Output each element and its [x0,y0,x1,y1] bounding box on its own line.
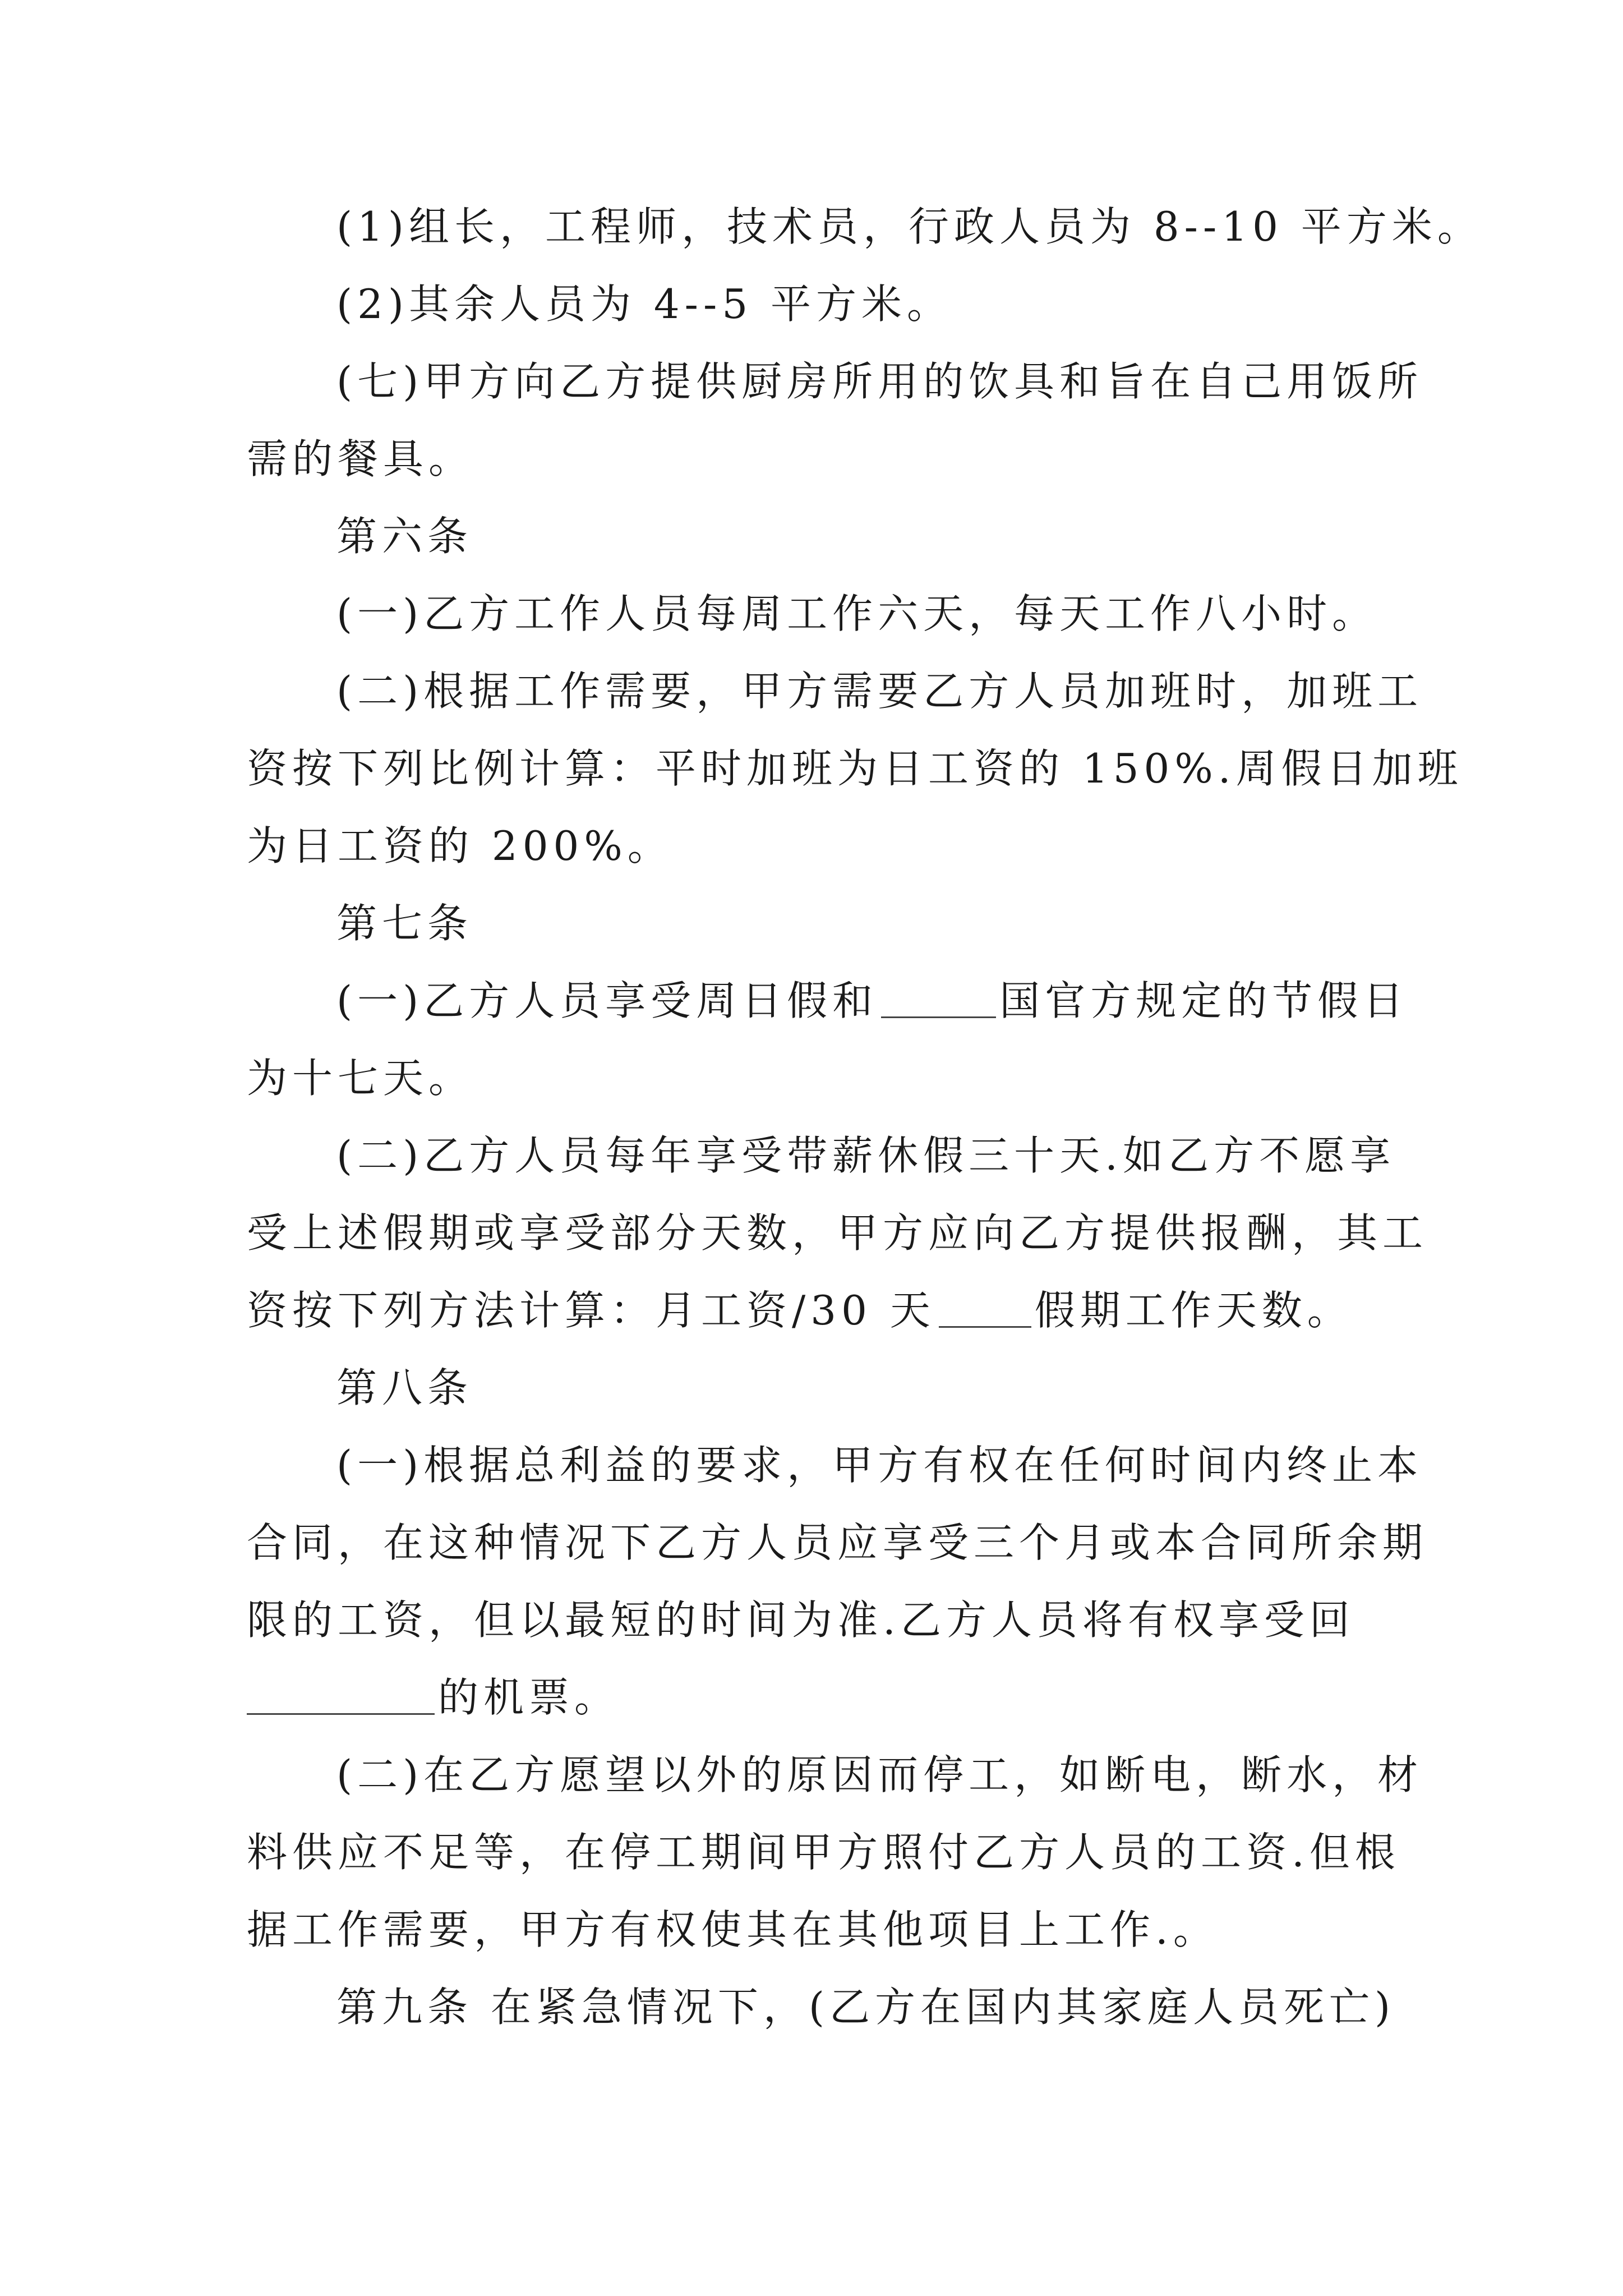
clause-line: (一)根据总利益的要求，甲方有权在任何时间内终止本 [336,1442,1423,1489]
clause-line: 料供应不足等，在停工期间甲方照付乙方人员的工资.但根 [247,1829,1400,1876]
clause-line: (2)其余人员为 4--5 平方米。 [336,280,953,328]
clause-line: 为十七天。 [247,1055,474,1102]
clause-text: 资按下列方法计算：月工资/30 天 [247,1287,935,1334]
clause-line: 受上述假期或享受部分天数，甲方应向乙方提供报酬，其工 [247,1209,1428,1257]
blank-fill-line [939,1325,1031,1328]
article-heading: 第六条 [336,513,473,560]
document-body [247,188,1483,2046]
article-heading: 第九条 在紧急情况下，(乙方在国内其家庭人员死亡) [336,1984,1396,2031]
article-heading: 第七条 [336,900,473,947]
clause-text: 国官方规定的节假日 [999,977,1409,1024]
article-heading: 第八条 [336,1364,473,1411]
clause-line [247,1659,1396,1736]
clause-line: 合同，在这种情况下乙方人员应享受三个月或本合同所余期 [247,1519,1428,1566]
clause-line: 需的餐具。 [247,435,474,482]
clause-line [247,1272,1396,1349]
clause-line: (二)根据工作需要，甲方需要乙方人员加班时，加班工 [336,668,1423,715]
clause-text: (一)乙方人员享受周日假和 [336,977,878,1024]
clause-line: 为日工资的 200%。 [247,822,673,869]
clause-line: 据工作需要，甲方有权使其在其他项目上工作.。 [247,1906,1219,1953]
clause-line [247,962,1409,1039]
clause-line: (一)乙方工作人员每周工作六天，每天工作八小时。 [336,590,1378,637]
clause-line: 限的工资，但以最短的时间为准.乙方人员将有权享受回 [247,1596,1355,1644]
clause-line: 资按下列比例计算：平时加班为日工资的 150%.周假日加班 [247,745,1463,792]
clause-text: 的机票。 [438,1674,620,1721]
blank-fill-line [881,1015,996,1018]
clause-line: (1)组长，工程师，技术员，行政人员为 8--10 平方米。 [336,203,1483,250]
clause-line: (七)甲方向乙方提供厨房所用的饮具和旨在自己用饭所 [336,358,1423,405]
blank-fill-line [247,1712,435,1715]
clause-text: 假期工作天数。 [1034,1287,1353,1334]
clause-line: (二)乙方人员每年享受带薪休假三十天.如乙方不愿享 [336,1132,1396,1179]
clause-line: (二)在乙方愿望以外的原因而停工，如断电，断水，材 [336,1751,1423,1798]
